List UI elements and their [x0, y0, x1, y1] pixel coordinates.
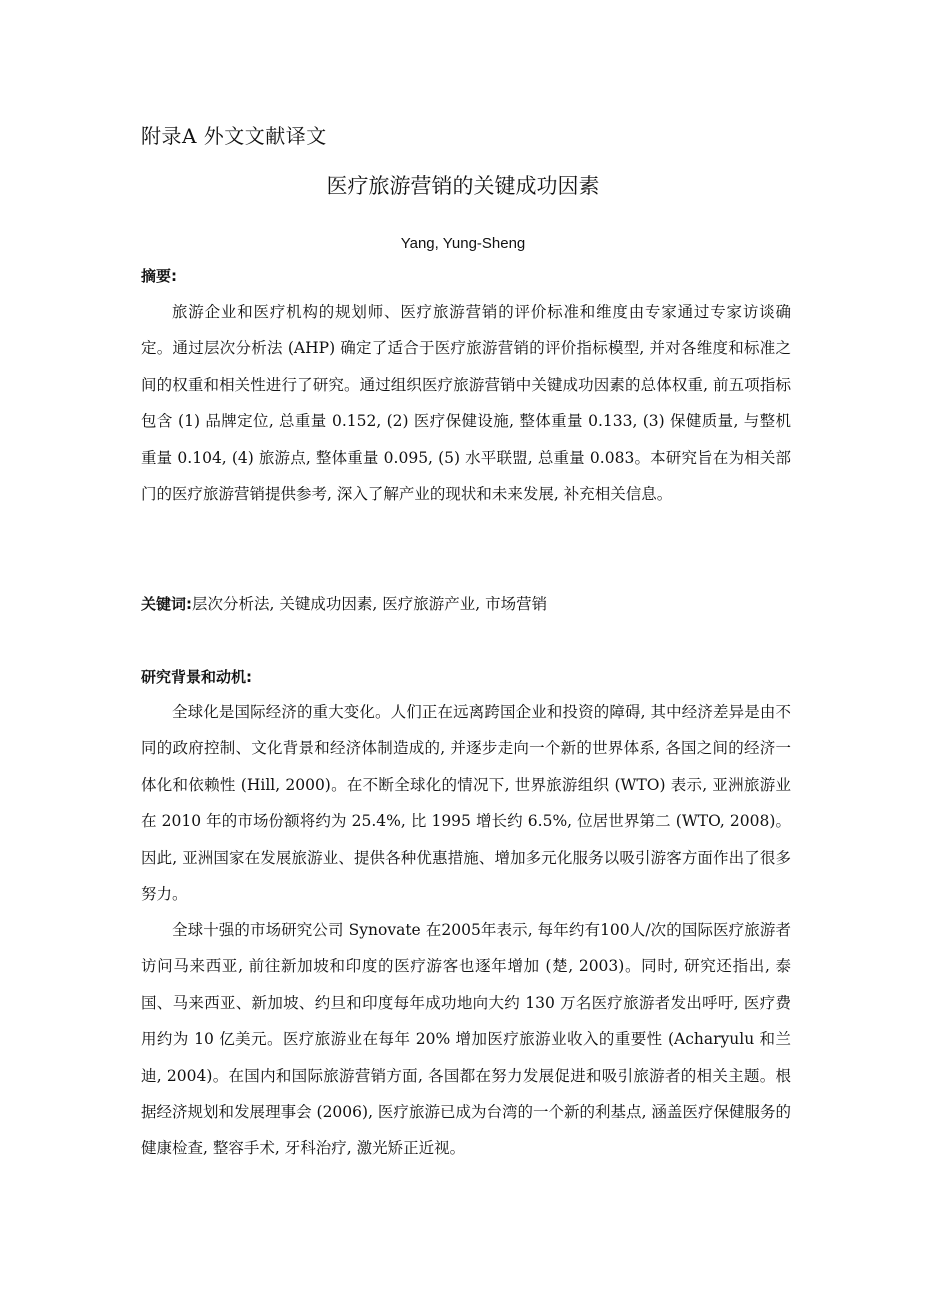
- author-name: Yang, Yung-Sheng: [400, 235, 526, 252]
- keywords-label: 关键词:: [141, 595, 192, 613]
- appendix-heading: 附录A 外文文献译文: [141, 124, 327, 148]
- abstract-heading: 摘要:: [141, 267, 177, 285]
- abstract-paragraph: 旅游企业和医疗机构的规划师、医疗旅游营销的评价标准和维度由专家通过专家访谈确定。通过层次分析法 (AHP) 确定了适合于医疗旅游营销的评价指标模型, 并对各维度和标准之间的权重和相关性进行了研究。通过组织医疗旅游营销中关键成功因素的总体权重, 前五项指标包含 (1) 品牌定位, 总重量 0.152, (2) 医疗保健设施, 整体重量 0.133, (3) 保健质量, 与整机重量 0.104, (4) 旅游点, 整体重量 0.095, (5) 水平联盟, 总重量 0.083。本研究旨在为相关部门的医疗旅游营销提供参考, 深入了解产业的现状和未来发展, 补充相关信息。: [141, 303, 791, 504]
- paper-title: 医疗旅游营销的关键成功因素: [326, 174, 600, 198]
- background-paragraph-2: 全球十强的市场研究公司 Synovate 在2005年表示, 每年约有100人/次的国际医疗旅游者访问马来西亚, 前往新加坡和印度的医疗游客也逐年增加 (楚, 2003)。同时, 研究还指出, 泰国、马来西亚、新加坡、约旦和印度每年成功地向大约 130 万名医疗旅游者发出呼吁, 医疗费用约为 10 亿美元。医疗旅游业在每年 20% 增加医疗旅游业收入的重要性 (Acharyulu 和兰迪, 2004)。在国内和国际旅游营销方面, 各国都在努力发展促进和吸引旅游者的相关主题。根据经济规划和发展理事会 (2006), 医疗旅游已成为台湾的一个新的利基点, 涵盖医疗保健服务的健康检查, 整容手术, 牙科治疗, 激光矫正近视。: [141, 921, 791, 1158]
- background-heading: 研究背景和动机:: [141, 668, 252, 686]
- background-paragraph-1: 全球化是国际经济的重大变化。人们正在远离跨国企业和投资的障碍, 其中经济差异是由不同的政府控制、文化背景和经济体制造成的, 并逐步走向一个新的世界体系, 各国之间的经济一体化和依赖性 (Hill, 2000)。在不断全球化的情况下, 世界旅游组织 (WTO) 表示, 亚洲旅游业在 2010 年的市场份额将约为 25.4%, 比 1995 增长约 6.5%, 位居世界第二 (WTO, 2008)。因此, 亚洲国家在发展旅游业、提供各种优惠措施、增加多元化服务以吸引游客方面作出了很多努力。: [141, 703, 791, 904]
- keywords-line: [141, 592, 547, 616]
- keywords-text: 层次分析法, 关键成功因素, 医疗旅游产业, 市场营销: [192, 595, 548, 613]
